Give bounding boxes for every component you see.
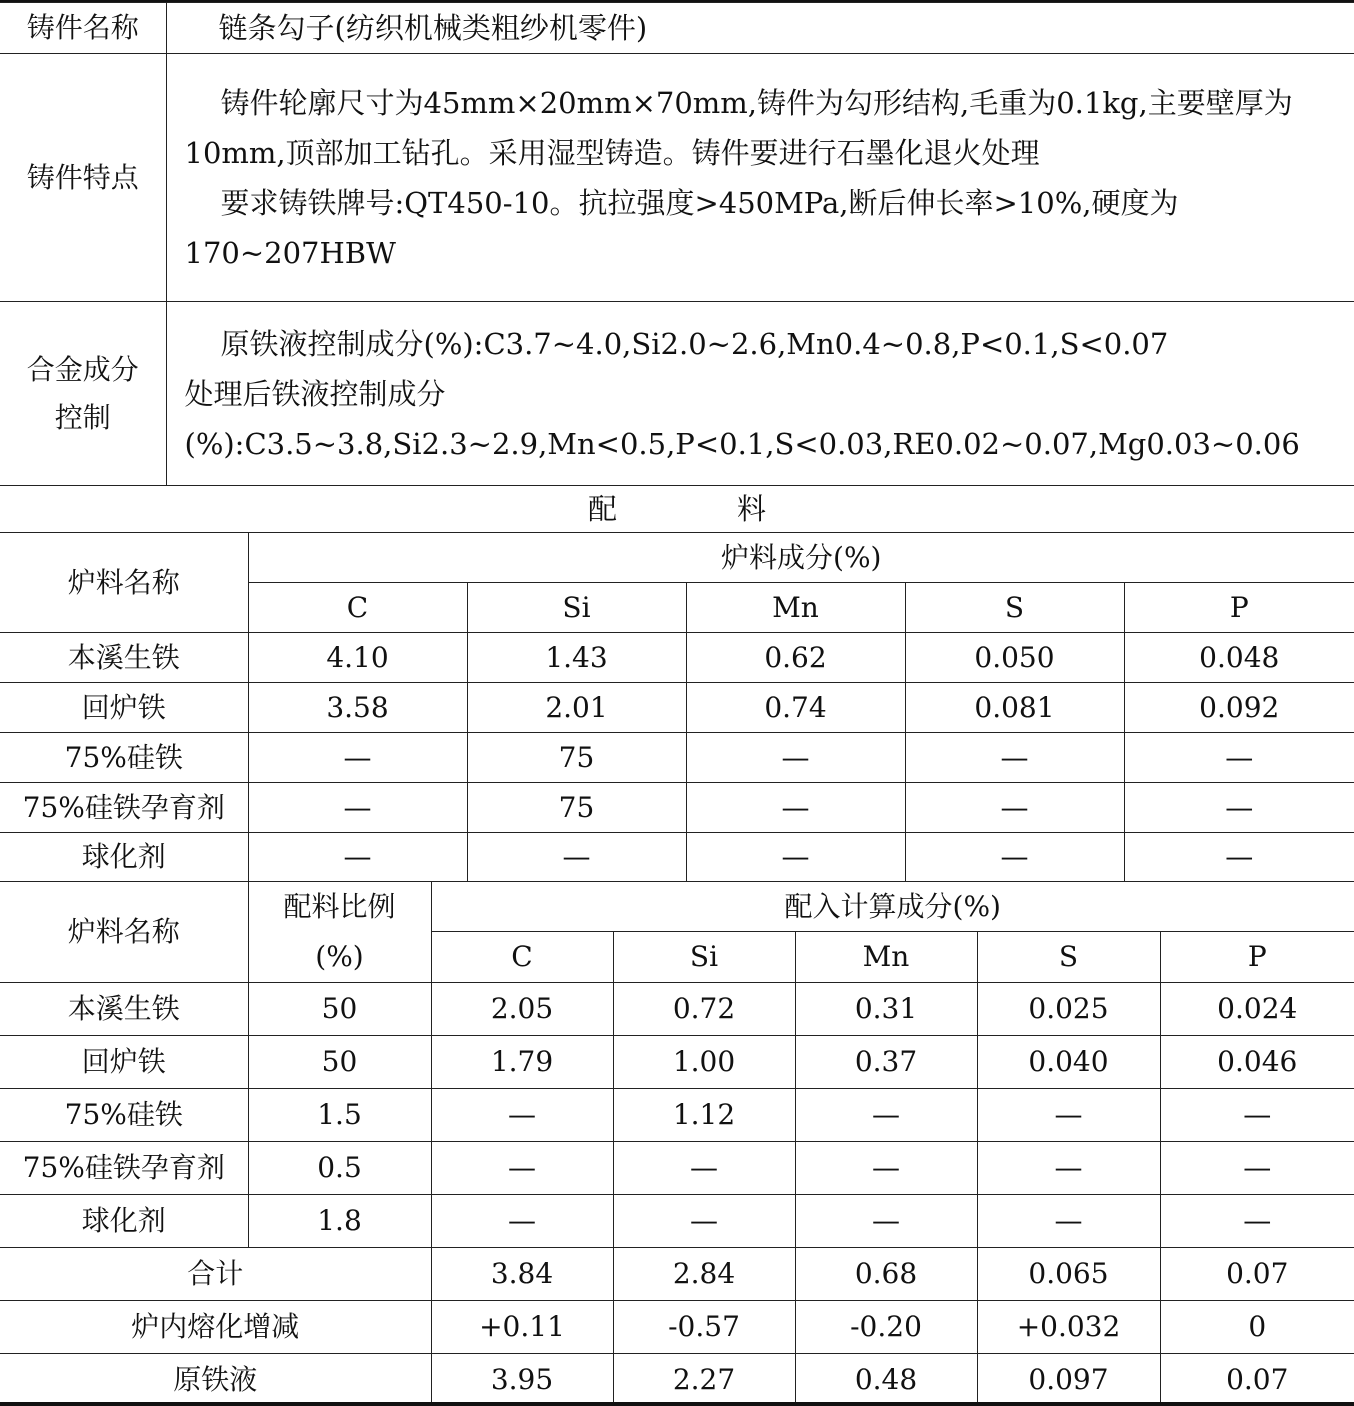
materials-name-header: 炉料名称 bbox=[0, 533, 248, 633]
alloy-control-cell bbox=[166, 302, 1354, 486]
summary-name: 原铁液 bbox=[0, 1354, 431, 1406]
alloy-paragraph-1: 原铁液控制成分(%):C3.7~4.0,Si2.0~2.6,Mn0.4~0.8,P<0.1,S<0.07 bbox=[220, 326, 1169, 361]
table-row bbox=[0, 783, 1354, 833]
material-value: 1.43 bbox=[467, 633, 686, 683]
material-value: — bbox=[686, 733, 905, 783]
table-row bbox=[0, 733, 1354, 783]
summary-name: 合计 bbox=[0, 1248, 431, 1301]
materials-element-header: S bbox=[905, 583, 1124, 633]
charge-value: — bbox=[613, 1142, 795, 1195]
table-row bbox=[0, 833, 1354, 882]
charge-value: — bbox=[795, 1142, 977, 1195]
charge-value: — bbox=[431, 1089, 613, 1142]
summary-row bbox=[0, 1248, 1354, 1301]
summary-value: -0.57 bbox=[613, 1301, 795, 1354]
charge-value: — bbox=[431, 1195, 613, 1248]
table-row bbox=[0, 1195, 1354, 1248]
charge-element-header: P bbox=[1160, 931, 1354, 982]
ratio-header-line-2: (%) bbox=[315, 940, 364, 973]
summary-value: +0.11 bbox=[431, 1301, 613, 1354]
material-value: — bbox=[905, 833, 1124, 882]
material-value: — bbox=[686, 783, 905, 833]
summary-value: 3.84 bbox=[431, 1248, 613, 1301]
material-value: 0.048 bbox=[1124, 633, 1354, 683]
alloy-paragraph-2: 处理后铁液控制成分(%):C3.5~3.8,Si2.3~2.9,Mn<0.5,P<0.1,S<0.03,RE0.02~0.07,Mg0.03~0.06 bbox=[184, 376, 1300, 461]
charge-calc-header: 配入计算成分(%) bbox=[431, 882, 1354, 932]
alloy-label-line-2: 控制 bbox=[54, 400, 111, 434]
charge-ratio: 1.8 bbox=[248, 1195, 431, 1248]
table-row bbox=[0, 1089, 1354, 1142]
casting-features-cell bbox=[166, 54, 1354, 302]
material-value: 0.050 bbox=[905, 633, 1124, 683]
charge-value: — bbox=[1160, 1142, 1354, 1195]
summary-value: +0.032 bbox=[977, 1301, 1160, 1354]
material-value: — bbox=[1124, 833, 1354, 882]
casting-features-label: 铸件特点 bbox=[0, 54, 166, 302]
casting-info-table bbox=[0, 2, 1354, 486]
casting-name-value: 链条勾子(纺织机械类粗纱机零件) bbox=[166, 3, 1354, 54]
charge-name-header: 炉料名称 bbox=[0, 882, 248, 983]
ratio-header-line-1: 配料比例 bbox=[283, 890, 396, 923]
summary-value: 0.07 bbox=[1160, 1248, 1354, 1301]
summary-row bbox=[0, 1301, 1354, 1354]
charge-value: 0.024 bbox=[1160, 983, 1354, 1036]
material-name: 球化剂 bbox=[0, 833, 248, 882]
charge-value: — bbox=[613, 1195, 795, 1248]
charge-element-header: S bbox=[977, 931, 1160, 982]
charge-ratio: 1.5 bbox=[248, 1089, 431, 1142]
material-value: 75 bbox=[467, 733, 686, 783]
charge-value: 0.37 bbox=[795, 1036, 977, 1089]
material-name: 75%硅铁孕育剂 bbox=[0, 783, 248, 833]
summary-value: -0.20 bbox=[795, 1301, 977, 1354]
charge-value: 1.79 bbox=[431, 1036, 613, 1089]
charge-ratio: 0.5 bbox=[248, 1142, 431, 1195]
charge-material-name: 75%硅铁 bbox=[0, 1089, 248, 1142]
charge-value: — bbox=[1160, 1195, 1354, 1248]
bottom-rule bbox=[0, 1402, 1354, 1406]
charge-element-header: Si bbox=[613, 931, 795, 982]
charge-value: 1.00 bbox=[613, 1036, 795, 1089]
summary-name: 炉内熔化增减 bbox=[0, 1301, 431, 1354]
material-value: — bbox=[1124, 733, 1354, 783]
summary-value: 0.065 bbox=[977, 1248, 1160, 1301]
charge-material-name: 回炉铁 bbox=[0, 1036, 248, 1089]
alloy-control-label bbox=[0, 302, 166, 486]
charge-value: — bbox=[431, 1142, 613, 1195]
material-value: 4.10 bbox=[248, 633, 467, 683]
charge-value: — bbox=[977, 1142, 1160, 1195]
charge-materials-table bbox=[0, 532, 1354, 882]
table-row bbox=[0, 1036, 1354, 1089]
material-value: 0.74 bbox=[686, 683, 905, 733]
charge-ratio: 50 bbox=[248, 1036, 431, 1089]
material-name: 回炉铁 bbox=[0, 683, 248, 733]
materials-element-header: Si bbox=[467, 583, 686, 633]
material-value: 0.092 bbox=[1124, 683, 1354, 733]
material-value: 75 bbox=[467, 783, 686, 833]
materials-composition-header: 炉料成分(%) bbox=[248, 533, 1354, 583]
material-value: 0.081 bbox=[905, 683, 1124, 733]
charge-element-header: Mn bbox=[795, 931, 977, 982]
material-value: — bbox=[686, 833, 905, 882]
features-paragraph-1: 铸件轮廓尺寸为45mm×20mm×70mm,铸件为勾形结构,毛重为0.1kg,主要壁厚为10mm,顶部加工钻孔。采用湿型铸造。铸件要进行石墨化退火处理 bbox=[184, 85, 1293, 170]
table-row bbox=[0, 633, 1354, 683]
charge-value: 0.72 bbox=[613, 983, 795, 1036]
charge-ratio: 50 bbox=[248, 983, 431, 1036]
summary-value: 2.84 bbox=[613, 1248, 795, 1301]
materials-element-header: Mn bbox=[686, 583, 905, 633]
material-value: — bbox=[905, 733, 1124, 783]
charge-material-name: 本溪生铁 bbox=[0, 983, 248, 1036]
materials-element-header: P bbox=[1124, 583, 1354, 633]
summary-value: 0.68 bbox=[795, 1248, 977, 1301]
material-value: — bbox=[1124, 783, 1354, 833]
charge-ratio-header bbox=[248, 882, 431, 983]
material-value: — bbox=[248, 733, 467, 783]
material-value: — bbox=[905, 783, 1124, 833]
section-caption bbox=[0, 484, 1354, 532]
charge-material-name: 球化剂 bbox=[0, 1195, 248, 1248]
caption-char-2: 料 bbox=[737, 492, 767, 526]
charge-value: — bbox=[795, 1195, 977, 1248]
summary-value: 0 bbox=[1160, 1301, 1354, 1354]
charge-value: 0.31 bbox=[795, 983, 977, 1036]
charge-value: 0.046 bbox=[1160, 1036, 1354, 1089]
summary-value: 0.097 bbox=[977, 1354, 1160, 1406]
table-row bbox=[0, 683, 1354, 733]
material-value: — bbox=[248, 833, 467, 882]
features-paragraph-2: 要求铸铁牌号:QT450-10。抗拉强度>450MPa,断后伸长率>10%,硬度为170~207HBW bbox=[184, 185, 1179, 270]
casting-name-label: 铸件名称 bbox=[0, 3, 166, 54]
material-value: — bbox=[467, 833, 686, 882]
table-row bbox=[0, 983, 1354, 1036]
charge-value: — bbox=[795, 1089, 977, 1142]
material-value: 3.58 bbox=[248, 683, 467, 733]
materials-element-header: C bbox=[248, 583, 467, 633]
summary-value: 3.95 bbox=[431, 1354, 613, 1406]
alloy-label-line-1: 合金成分 bbox=[26, 352, 139, 386]
charge-value: 2.05 bbox=[431, 983, 613, 1036]
charge-value: — bbox=[977, 1195, 1160, 1248]
charge-value: 1.12 bbox=[613, 1089, 795, 1142]
charge-material-name: 75%硅铁孕育剂 bbox=[0, 1142, 248, 1195]
summary-row bbox=[0, 1354, 1354, 1406]
charge-value: 0.040 bbox=[977, 1036, 1160, 1089]
charge-value: — bbox=[977, 1089, 1160, 1142]
charge-value: — bbox=[1160, 1089, 1354, 1142]
material-name: 本溪生铁 bbox=[0, 633, 248, 683]
summary-value: 2.27 bbox=[613, 1354, 795, 1406]
summary-value: 0.48 bbox=[795, 1354, 977, 1406]
charge-element-header: C bbox=[431, 931, 613, 982]
material-value: — bbox=[248, 783, 467, 833]
charge-value: 0.025 bbox=[977, 983, 1160, 1036]
material-name: 75%硅铁 bbox=[0, 733, 248, 783]
caption-char-1: 配 bbox=[587, 492, 617, 526]
charge-calculation-table bbox=[0, 881, 1354, 1406]
material-value: 2.01 bbox=[467, 683, 686, 733]
table-row bbox=[0, 1142, 1354, 1195]
material-value: 0.62 bbox=[686, 633, 905, 683]
summary-value: 0.07 bbox=[1160, 1354, 1354, 1406]
